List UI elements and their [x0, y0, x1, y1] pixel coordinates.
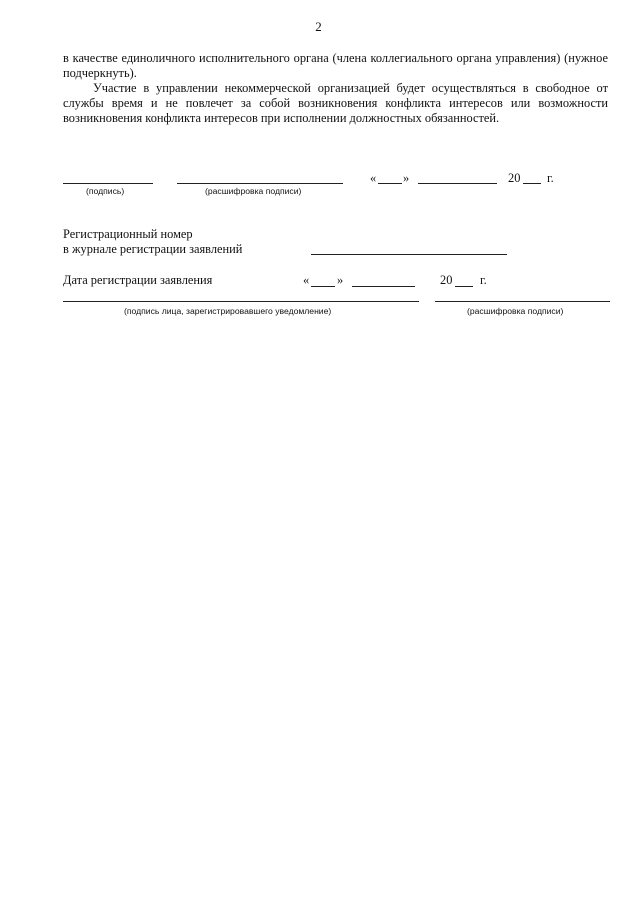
- registration-date-year-line: [455, 286, 473, 287]
- registration-number-label-line1: Регистрационный номер: [63, 227, 193, 241]
- registration-date-day-line: [311, 286, 335, 287]
- registration-date-month-line: [352, 286, 415, 287]
- registration-date-quote-open: «: [303, 273, 310, 287]
- signature-line: [63, 183, 153, 184]
- registrar-signature-caption: (подпись лица, зарегистрировавшего уведомление): [124, 306, 332, 316]
- paragraph-organ-role: в качестве единоличного исполнительного органа (члена коллегиального органа управления) (нужное подчеркнуть).: [63, 51, 608, 81]
- date-year-line: [523, 183, 541, 184]
- signature-transcript-line: [177, 183, 343, 184]
- signature-caption: (подпись): [86, 186, 125, 196]
- date-day-line: [378, 183, 402, 184]
- registrar-signature-line: [63, 301, 419, 302]
- date-year-suffix: г.: [547, 171, 554, 185]
- date-quote-open: «: [370, 171, 377, 185]
- registration-date-label: Дата регистрации заявления: [63, 273, 213, 287]
- date-quote-close: »: [403, 171, 410, 185]
- signature-transcript-caption: (расшифровка подписи): [205, 186, 302, 196]
- paragraph-participation-statement: Участие в управлении некоммерческой организацией будет осуществляться в свободное от службы время и не повлечет за собой возникновения конфликта интересов или возможности возникновения конфликта интересов при исполнении должностных обязанностей.: [63, 81, 608, 126]
- date-month-line: [418, 183, 497, 184]
- registration-number-label-line2: в журнале регистрации заявлений: [63, 242, 243, 256]
- registration-date-year-suffix: г.: [480, 273, 487, 287]
- registration-number-line: [311, 254, 507, 255]
- registration-date-year-prefix: 20: [440, 273, 453, 287]
- registrar-transcript-line: [435, 301, 610, 302]
- registrar-transcript-caption: (расшифровка подписи): [467, 306, 564, 316]
- registration-date-quote-close: »: [337, 273, 344, 287]
- date-year-prefix: 20: [508, 171, 521, 185]
- page-number: 2: [315, 19, 322, 34]
